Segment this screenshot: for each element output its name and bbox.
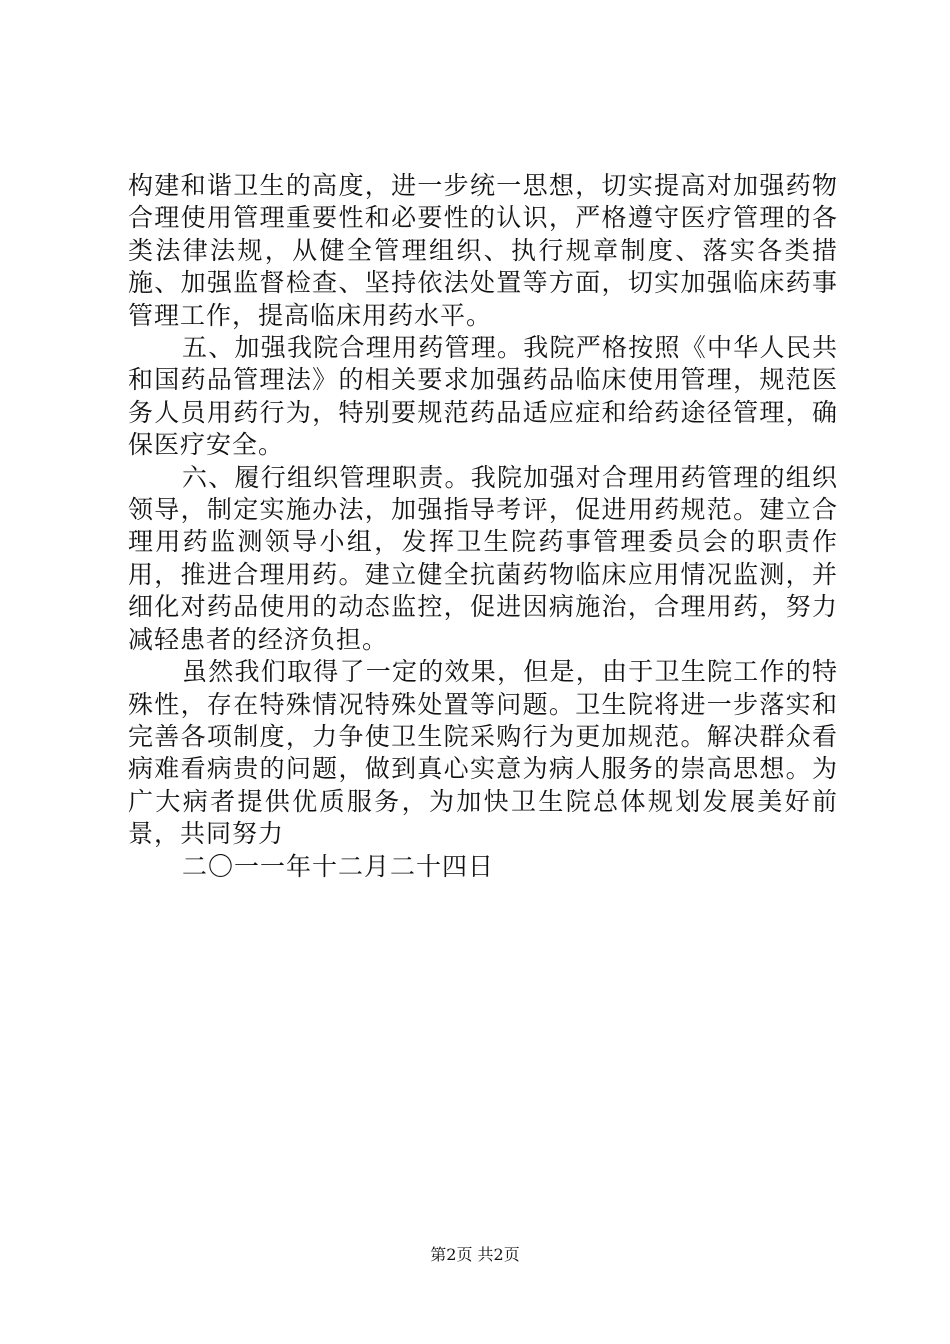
- paragraph-continuation: 构建和谐卫生的高度，进一步统一思想，切实提高对加强药物合理使用管理重要性和必要性的认识，严格遵守医疗管理的各类法律法规，从健全管理组织、执行规章制度、落实各类措施、加强监督检查、坚持依法处置等方面，切实加强临床药事管理工作，提高临床用药水平。: [128, 171, 838, 330]
- page-footer: [0, 1244, 950, 1266]
- document-body: [128, 170, 838, 883]
- document-date: 二〇一一年十二月二十四日: [182, 851, 495, 881]
- paragraph-section-five: 五、加强我院合理用药管理。我院严格按照《中华人民共和国药品管理法》的相关要求加强药品临床使用管理，规范医务人员用药行为，特别要规范药品适应症和给药途径管理，确保医疗安全。: [128, 333, 838, 460]
- page-number-label: 第2页 共2页: [430, 1245, 520, 1264]
- paragraph-section-six: 六、履行组织管理职责。我院加强对合理用药管理的组织领导，制定实施办法，加强指导考评，促进用药规范。建立合理用药监测领导小组，发挥卫生院药事管理委员会的职责作用，推进合理用药。建立健全抗菌药物临床应用情况监测，并细化对药品使用的动态监控，促进因病施治，合理用药，努力减轻患者的经济负担。: [128, 462, 838, 654]
- paragraph-conclusion: 虽然我们取得了一定的效果，但是，由于卫生院工作的特殊性，存在特殊情况特殊处置等问题。卫生院将进一步落实和完善各项制度，力争使卫生院采购行为更加规范。解决群众看病难看病贵的问题，做到真心实意为病人服务的崇高思想。为广大病者提供优质服务，为加快卫生院总体规划发展美好前景，共同努力: [128, 657, 838, 849]
